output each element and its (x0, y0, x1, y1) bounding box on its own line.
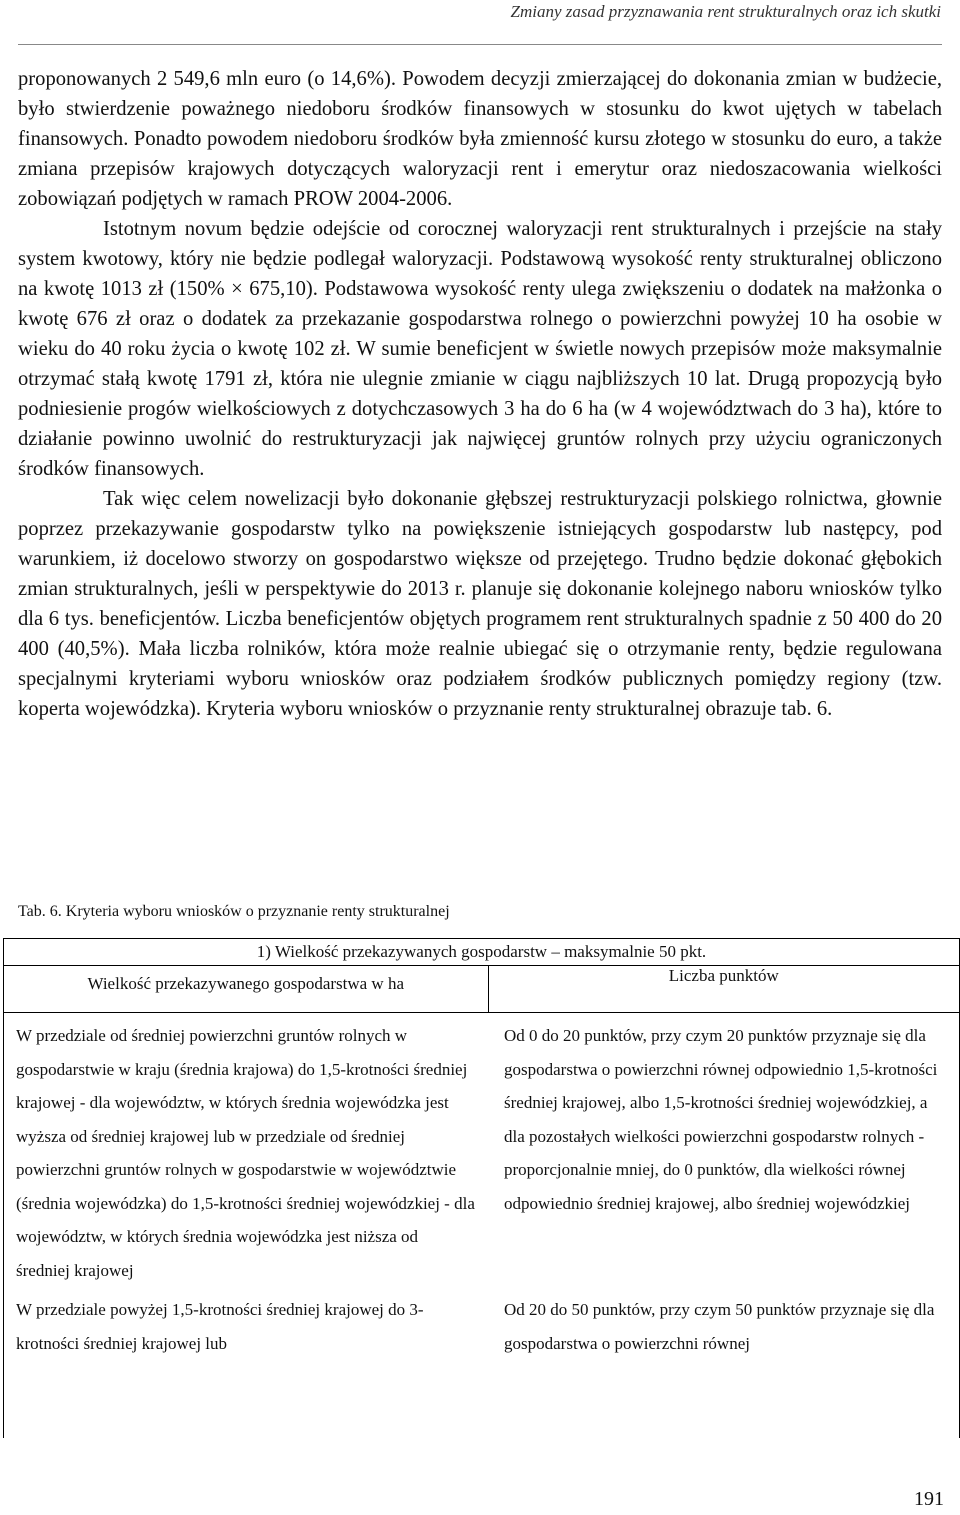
paragraph: Tak więc celem nowelizacji było dokonanie głębszej restrukturyzacji polskiego rolnictwa, głownie poprzez przekazywanie gospodarstw tylko na powiększenie istniejących gospodarstw lub następcy, pod warunkiem, iż docelowo stworzy on gospodarstwo większe od przejętego. Trudno będzie dokonać głębokich zmian strukturalnych, jeśli w perspektywie do 2013 r. planuje się dokonanie kolejnego naboru wniosków tylko dla 6 tys. beneficjentów. Liczba beneficjentów objętych programem rent strukturalnych spadnie z 50 400 do 20 400 (40,5%). Mała liczba rolników, która może realnie ubiegać się o otrzymanie renty, będzie regulowana specjalnymi kryteriami wyboru wniosków oraz podziałem środków publicznych pomiędzy regiony (tzw. koperta wojewódzka). Kryteria wyboru wniosków o przyznanie renty strukturalnej obrazuje tab. 6. (18, 488, 942, 720)
running-header: Zmiany zasad przyznawania rent strukturalnych oraz ich skutki (510, 2, 941, 21)
table-header-row (4, 966, 959, 1013)
criteria-table (3, 938, 960, 1438)
body-text (18, 64, 942, 724)
table-section-title: 1) Wielkość przekazywanych gospodarstw – maksymalnie 50 pkt. (4, 939, 959, 966)
paragraph: proponowanych 2 549,6 mln euro (o 14,6%). Powodem decyzji zmierzającej do dokonania zmian w budżecie, było stwierdzenie poważnego niedoboru środków finansowych w stosunku do kwot ujętych w tabelach finansowych. Ponadto powodem niedoboru środków była zmienność kursu złotego w stosunku do euro, a także zmiana przepisów krajowych dotyczących waloryzacji rent i emerytur oraz niedoszacowania wielkości zobowiązań podjętych w ramach PROW 2004-2006. (18, 68, 942, 210)
column-header-points: Liczba punktów (488, 966, 959, 1013)
cell-points: Od 0 do 20 punktów, przy czym 20 punktów przyznaje się dla gospodarstwa o powierzchni równej odpowiednio 1,5-krotności średniej krajowej, albo 1,5-krotności średniej wojewódzkiej, a dla pozostałych wielkości powierzchni gospodarstw rolnych - proporcjonalnie mniej, do 0 punktów, dla wielkości równej odpowiednio średniej krajowej, albo średniej wojewódzkiej (504, 1026, 938, 1213)
table-section-row (4, 939, 959, 966)
table-row (4, 1013, 959, 1288)
table-caption: Tab. 6. Kryteria wyboru wniosków o przyznanie renty strukturalnej (18, 903, 450, 920)
page-number: 191 (914, 1488, 944, 1510)
column-header-size: Wielkość przekazywanego gospodarstwa w ha (4, 966, 488, 1013)
header-divider (18, 44, 942, 45)
cell-size: W przedziale od średniej powierzchni gruntów rolnych w gospodarstwie w kraju (średnia krajowa) do 1,5-krotności średniej krajowej - dla województw, w których średnia wojewódzka jest wyższa od średniej krajowej lub w przedziale od średniej powierzchni gruntów rolnych w gospodarstwie w województwie (średnia wojewódzka) do 1,5-krotności średniej wojewódzkiej - dla województw, w których średnia wojewódzka jest niższa od średniej krajowej (16, 1026, 475, 1280)
table-row (4, 1287, 959, 1360)
cell-size: W przedziale powyżej 1,5-krotności średniej krajowej do 3-krotności średniej krajowej lub (16, 1300, 424, 1353)
paragraph: Istotnym novum będzie odejście od corocznej waloryzacji rent strukturalnych i przejście na stały system kwotowy, który nie będzie podlegał waloryzacji. Podstawową wysokość renty strukturalnej obliczono na kwotę 1013 zł (150% × 675,10). Podstawowa wysokość renty ulega zwiększeniu o dodatek na małżonka o kwotę 676 zł oraz o dodatek za przekazanie gospodarstwa rolnego o powierzchni powyżej 10 ha osobie w wieku do 40 roku życia o kwotę 102 zł. W sumie beneficjent w świetle nowych przepisów może maksymalnie otrzymać stałą kwotę 1791 zł, która nie ulegnie zmianie w ciągu najbliższych 10 lat. Drugą propozycją było podniesienie progów wielkościowych z dotychczasowych 3 ha do 6 ha (w 4 województwach do 3 ha), które to działanie powinno uwolnić do restrukturyzacji jak najwięcej gruntów rolnych przy użyciu ograniczonych środków finansowych. (18, 218, 942, 480)
cell-points: Od 20 do 50 punktów, przy czym 50 punktów przyznaje się dla gospodarstwa o powierzchni równej (504, 1300, 935, 1353)
